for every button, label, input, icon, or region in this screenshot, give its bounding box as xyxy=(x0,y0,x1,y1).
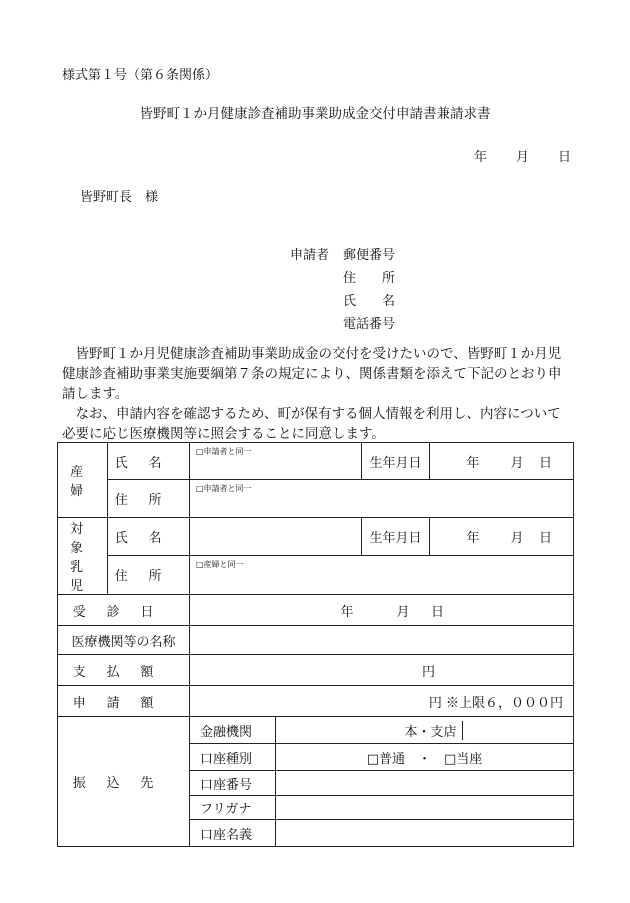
date-year: 年 xyxy=(474,150,488,165)
branch-name-field[interactable] xyxy=(463,721,574,740)
infant-name-label: 氏名 xyxy=(108,518,190,556)
addressee: 皆野町長 様 xyxy=(80,190,159,205)
mother-address-label: 住所 xyxy=(108,480,190,518)
paid-amount-field[interactable] xyxy=(190,655,574,686)
request-amount-field[interactable]: 円 ※上限６，０００円 xyxy=(190,686,574,717)
request-paragraph: 皆野町１か月児健康診査補助事業助成金の交付を受けたいので、皆野町１か月児健康診査補助事業実施要綱第７条の規定により、関係書類を添えて下記のとおり申請します。 xyxy=(62,346,562,402)
infant-name-field[interactable] xyxy=(190,518,362,556)
furigana-label: フリガナ xyxy=(190,796,276,820)
infant-address-same-checkbox[interactable]: □産婦と同一 xyxy=(190,555,574,594)
paid-yen-unit: 円 xyxy=(421,664,435,680)
furigana-field[interactable] xyxy=(276,796,574,820)
account-type-options[interactable]: □普通 ・ □当座 xyxy=(276,744,574,771)
account-holder-label: 口座名義 xyxy=(190,820,276,847)
form-number: 様式第１号（第６条関係） xyxy=(62,68,219,83)
infant-birthdate-field[interactable]: 年 月 日 xyxy=(430,518,574,556)
document-title: 皆野町１か月健康診査補助事業助成金交付申請書兼請求書 xyxy=(139,106,491,122)
transfer-label: 振込先 xyxy=(58,717,190,847)
account-number-row xyxy=(276,771,574,796)
paid-amount-label: 支払額 xyxy=(58,655,190,686)
date-day: 日 xyxy=(558,150,572,165)
consent-paragraph: なお、申請内容を確認するため、町が保有する個人情報を利用し、内容について必要に応じ医療機関等に照会することに同意します。 xyxy=(62,406,561,442)
applicant-address-label: 住 所 xyxy=(343,271,396,286)
branch-label: 本・支店 xyxy=(404,724,457,740)
application-table xyxy=(57,442,574,847)
mother-name-same-checkbox[interactable]: □申請者と同一 xyxy=(190,443,362,480)
applicant-phone-label: 電話番号 xyxy=(343,317,396,332)
mother-label: 産婦 xyxy=(58,443,108,518)
infant-label: 対象 乳児 xyxy=(58,518,108,595)
bank-name-field[interactable] xyxy=(276,721,399,740)
submission-date xyxy=(474,146,571,165)
institution-label: 医療機関等の名称 xyxy=(58,626,190,655)
mother-address-same-checkbox[interactable]: □申請者と同一 xyxy=(190,480,574,518)
applicant-postal-label: 郵便番号 xyxy=(343,248,396,263)
account-holder-field[interactable] xyxy=(276,820,574,847)
account-number-label: 口座番号 xyxy=(190,771,276,796)
infant-address-label: 住所 xyxy=(108,555,190,594)
exam-date-field[interactable]: 年 月 日 xyxy=(190,595,574,626)
applicant-label: 申請者 xyxy=(290,248,330,263)
date-month: 月 xyxy=(516,150,530,165)
mother-birthdate-label: 生年月日 xyxy=(362,443,430,480)
mother-birthdate-field[interactable]: 年 月 日 xyxy=(430,443,574,480)
applicant-name-label: 氏 名 xyxy=(343,294,396,309)
account-type-label: 口座種別 xyxy=(190,744,276,771)
request-amount-label: 申請額 xyxy=(58,686,190,717)
exam-date-label: 受診日 xyxy=(58,595,190,626)
institution-field[interactable] xyxy=(190,626,574,655)
bank-row xyxy=(276,717,574,744)
mother-name-label: 氏名 xyxy=(108,443,190,480)
infant-birthdate-label: 生年月日 xyxy=(362,518,430,556)
bank-label: 金融機関 xyxy=(190,717,276,744)
